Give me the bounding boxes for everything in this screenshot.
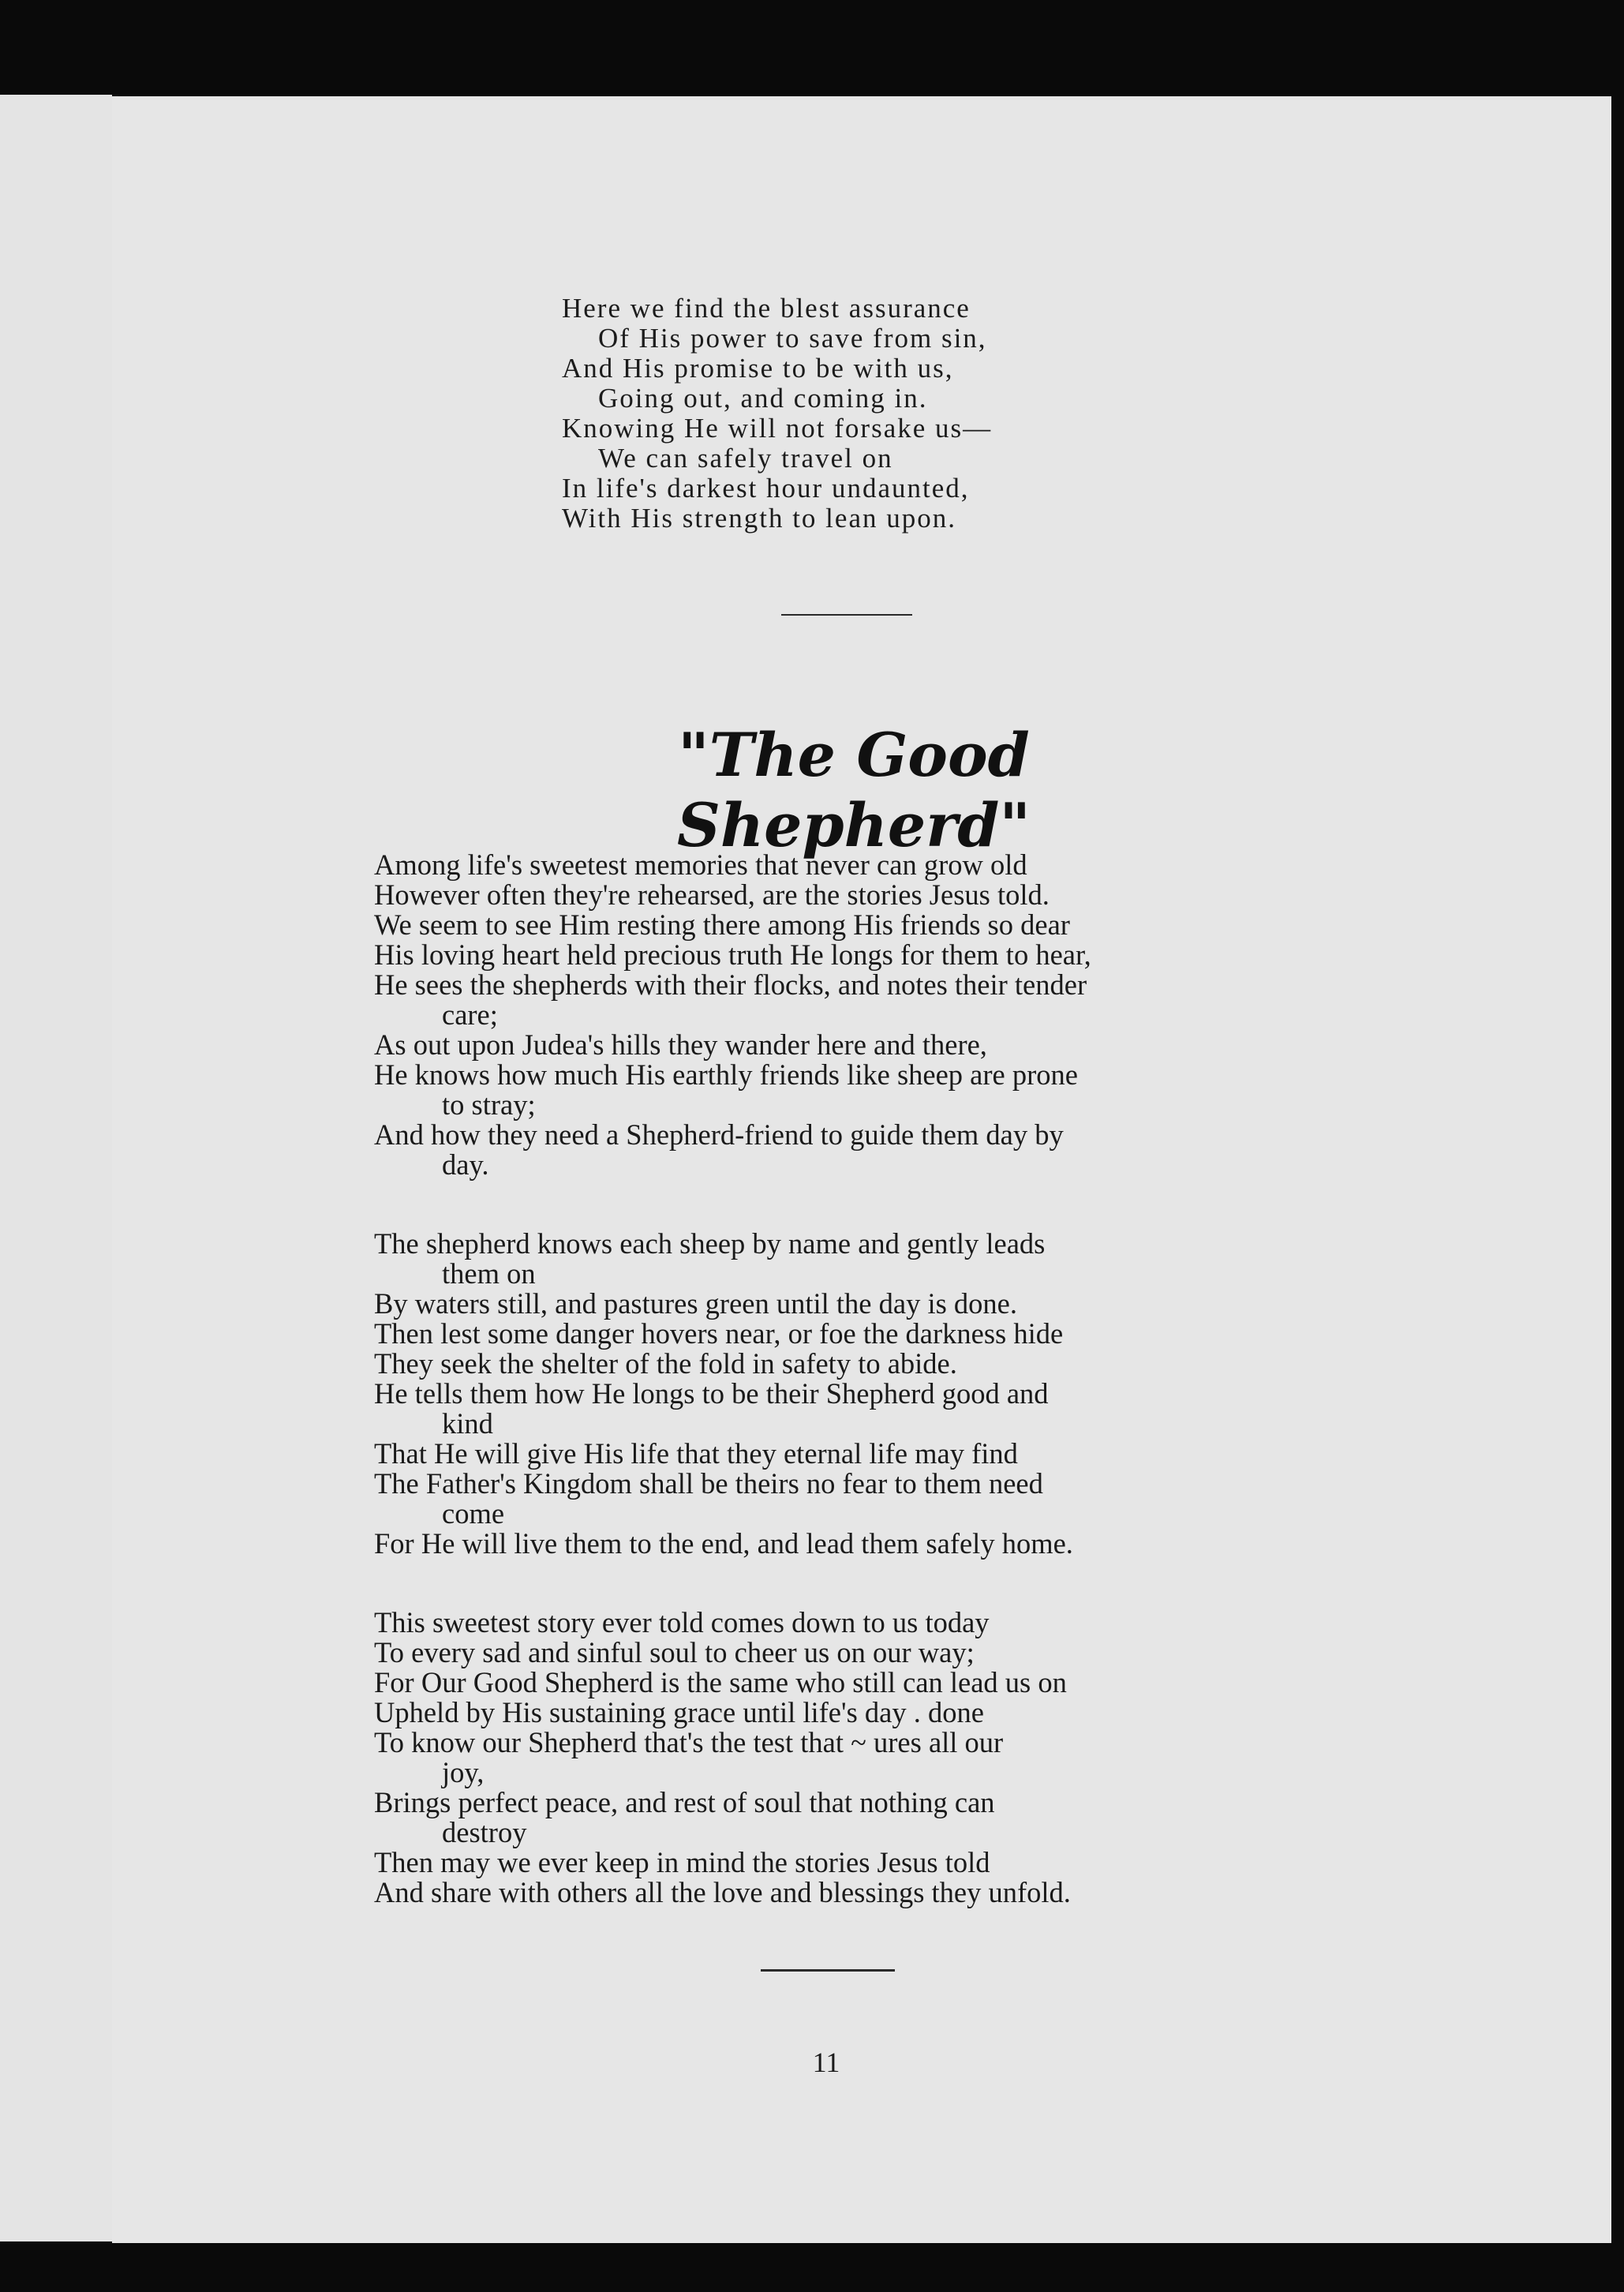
poem-line: However often they're rehearsed, are the stories Jesus told. bbox=[374, 878, 1050, 911]
poem-line: He knows how much His earthly friends like sheep are prone bbox=[374, 1058, 1078, 1091]
page-number: 11 bbox=[812, 2047, 840, 2078]
poem-line: care; bbox=[442, 998, 498, 1031]
poem-line: to stray; bbox=[442, 1088, 536, 1121]
opening-verse bbox=[562, 294, 992, 534]
poem-line: Among life's sweetest memories that never can grow old bbox=[374, 848, 1027, 881]
poem-line: To know our Shepherd that's the test that ~ ures all our bbox=[374, 1726, 1004, 1758]
poem-line: We seem to see Him resting there among His friends so dear bbox=[374, 908, 1070, 941]
poem-body bbox=[374, 850, 1424, 1957]
poem-line: That He will give His life that they eternal life may find bbox=[374, 1437, 1018, 1470]
poem-line: As out upon Judea's hills they wander here and there, bbox=[374, 1028, 987, 1061]
verse-line: Here we find the blest assurance bbox=[562, 293, 971, 324]
poem-line: come bbox=[442, 1497, 505, 1530]
stanza-3 bbox=[374, 1608, 1424, 1908]
poem-line: And share with others all the love and blessings they unfold. bbox=[374, 1876, 1071, 1908]
poem-line: The Father's Kingdom shall be theirs no fear to them need bbox=[374, 1467, 1043, 1500]
stanza-1 bbox=[374, 850, 1424, 1180]
poem-line: He tells them how He longs to be their Shepherd good and bbox=[374, 1377, 1049, 1410]
closing-divider bbox=[761, 1969, 895, 1972]
poem-line: Upheld by His sustaining grace until life's day . done bbox=[374, 1696, 984, 1728]
document-page bbox=[112, 96, 1611, 2243]
poem-line: Then may we ever keep in mind the stories Jesus told bbox=[374, 1846, 990, 1878]
poem-line: The shepherd knows each sheep by name and gently leads bbox=[374, 1227, 1046, 1260]
poem-line: They seek the shelter of the fold in safety to abide. bbox=[374, 1347, 957, 1380]
poem-line: joy, bbox=[442, 1756, 485, 1788]
poem-line: By waters still, and pastures green until the day is done. bbox=[374, 1287, 1017, 1320]
poem-line: kind bbox=[442, 1407, 493, 1440]
poem-line: And how they need a Shepherd-friend to guide them day by bbox=[374, 1118, 1064, 1151]
poem-line: them on bbox=[442, 1257, 536, 1290]
poem-line: Then lest some danger hovers near, or foe the darkness hide bbox=[374, 1317, 1064, 1350]
poem-line: To every sad and sinful soul to cheer us on our way; bbox=[374, 1636, 975, 1668]
poem-line: He sees the shepherds with their flocks, and notes their tender bbox=[374, 968, 1087, 1001]
left-page-edge bbox=[0, 95, 118, 2241]
poem-line: His loving heart held precious truth He longs for them to hear, bbox=[374, 938, 1091, 971]
verse-line: We can safely travel on bbox=[598, 443, 893, 474]
verse-line: Of His power to save from sin, bbox=[598, 323, 987, 354]
verse-line: In life's darkest hour undaunted, bbox=[562, 473, 970, 504]
verse-line: With His strength to lean upon. bbox=[562, 503, 956, 534]
poem-line: Brings perfect peace, and rest of soul that nothing can bbox=[374, 1786, 995, 1818]
poem-line: day. bbox=[442, 1148, 489, 1181]
section-divider bbox=[781, 614, 912, 616]
poem-line: This sweetest story ever told comes down to us today bbox=[374, 1606, 990, 1638]
poem-line: destroy bbox=[442, 1816, 527, 1848]
poem-line: For He will live them to the end, and lead them safely home. bbox=[374, 1527, 1073, 1560]
poem-line: For Our Good Shepherd is the same who still can lead us on bbox=[374, 1666, 1067, 1698]
poem-title: "The Good Shepherd" bbox=[676, 720, 1031, 860]
verse-line: Going out, and coming in. bbox=[598, 383, 928, 414]
verse-line: And His promise to be with us, bbox=[562, 353, 954, 384]
verse-line: Knowing He will not forsake us— bbox=[562, 413, 993, 444]
stanza-2 bbox=[374, 1229, 1424, 1559]
